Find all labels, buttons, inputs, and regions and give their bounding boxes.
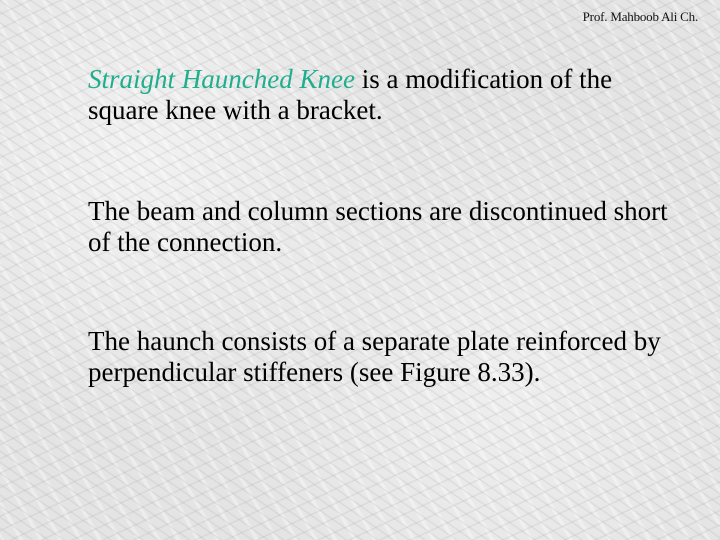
paragraph-haunch: The haunch consists of a separate plate reinforced by perpendicular stiffeners (see Figure 8.33). <box>88 326 661 387</box>
paragraph-definition <box>88 64 688 126</box>
definition-text: is a modification of the square knee with a bracket. <box>88 64 613 125</box>
term-highlight: Straight Haunched Knee <box>88 64 355 94</box>
author-credit: Prof. Mahboob Ali Ch. <box>582 9 698 24</box>
paragraph-sections: The beam and column sections are discontinued short of the connection. <box>88 196 668 257</box>
